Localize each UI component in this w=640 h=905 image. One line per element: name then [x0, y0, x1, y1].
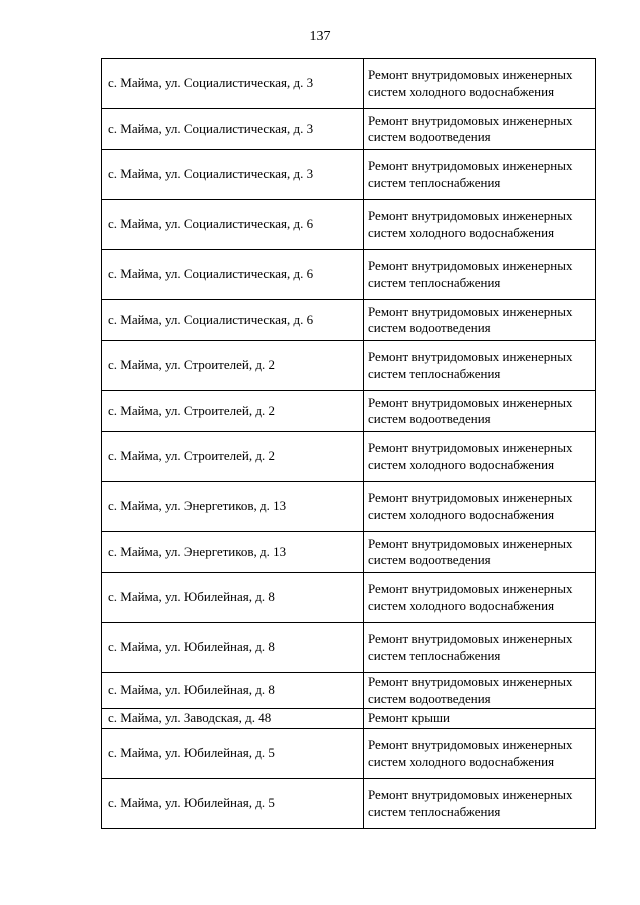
address-cell: с. Майма, ул. Энергетиков, д. 13: [102, 482, 364, 532]
work-cell: Ремонт внутридомовых инженерных систем холодного водоснабжения: [364, 729, 596, 779]
work-cell: Ремонт внутридомовых инженерных систем теплоснабжения: [364, 341, 596, 391]
work-cell: Ремонт внутридомовых инженерных систем теплоснабжения: [364, 779, 596, 829]
address-cell: с. Майма, ул. Социалистическая, д. 3: [102, 59, 364, 109]
address-cell: с. Майма, ул. Юбилейная, д. 8: [102, 573, 364, 623]
table-row: [102, 432, 596, 482]
work-cell: Ремонт внутридомовых инженерных систем теплоснабжения: [364, 150, 596, 200]
table-row: [102, 573, 596, 623]
address-cell: с. Майма, ул. Социалистическая, д. 6: [102, 250, 364, 300]
address-cell: с. Майма, ул. Социалистическая, д. 3: [102, 150, 364, 200]
table-row: [102, 250, 596, 300]
table-row: [102, 779, 596, 829]
work-cell: Ремонт внутридомовых инженерных систем холодного водоснабжения: [364, 59, 596, 109]
table-row: [102, 109, 596, 150]
address-cell: с. Майма, ул. Строителей, д. 2: [102, 341, 364, 391]
table-row: [102, 391, 596, 432]
table-row: [102, 729, 596, 779]
table-row: [102, 150, 596, 200]
work-cell: Ремонт внутридомовых инженерных систем холодного водоснабжения: [364, 573, 596, 623]
table-row: [102, 673, 596, 709]
address-cell: с. Майма, ул. Юбилейная, д. 8: [102, 623, 364, 673]
table-row: [102, 59, 596, 109]
work-cell: Ремонт внутридомовых инженерных систем водоотведения: [364, 300, 596, 341]
table-row: [102, 709, 596, 729]
address-cell: с. Майма, ул. Социалистическая, д. 6: [102, 200, 364, 250]
table-row: [102, 623, 596, 673]
works-table-body: [102, 59, 596, 829]
address-cell: с. Майма, ул. Строителей, д. 2: [102, 432, 364, 482]
page-number: 137: [309, 29, 331, 44]
address-cell: с. Майма, ул. Юбилейная, д. 8: [102, 673, 364, 709]
table-row: [102, 341, 596, 391]
work-cell: Ремонт внутридомовых инженерных систем водоотведения: [364, 391, 596, 432]
table-row: [102, 482, 596, 532]
table-row: [102, 300, 596, 341]
work-cell: Ремонт внутридомовых инженерных систем водоотведения: [364, 109, 596, 150]
work-cell: Ремонт внутридомовых инженерных систем водоотведения: [364, 532, 596, 573]
table-row: [102, 532, 596, 573]
address-cell: с. Майма, ул. Социалистическая, д. 3: [102, 109, 364, 150]
address-cell: с. Майма, ул. Юбилейная, д. 5: [102, 779, 364, 829]
work-cell: Ремонт внутридомовых инженерных систем теплоснабжения: [364, 250, 596, 300]
work-cell: Ремонт внутридомовых инженерных систем холодного водоснабжения: [364, 432, 596, 482]
work-cell: Ремонт внутридомовых инженерных систем теплоснабжения: [364, 623, 596, 673]
works-table: [101, 58, 596, 829]
work-cell: Ремонт внутридомовых инженерных систем холодного водоснабжения: [364, 200, 596, 250]
work-cell: Ремонт внутридомовых инженерных систем холодного водоснабжения: [364, 482, 596, 532]
address-cell: с. Майма, ул. Строителей, д. 2: [102, 391, 364, 432]
address-cell: с. Майма, ул. Заводская, д. 48: [102, 709, 364, 729]
work-cell: Ремонт внутридомовых инженерных систем водоотведения: [364, 673, 596, 709]
work-cell: Ремонт крыши: [364, 709, 596, 729]
table-row: [102, 200, 596, 250]
address-cell: с. Майма, ул. Юбилейная, д. 5: [102, 729, 364, 779]
address-cell: с. Майма, ул. Энергетиков, д. 13: [102, 532, 364, 573]
address-cell: с. Майма, ул. Социалистическая, д. 6: [102, 300, 364, 341]
